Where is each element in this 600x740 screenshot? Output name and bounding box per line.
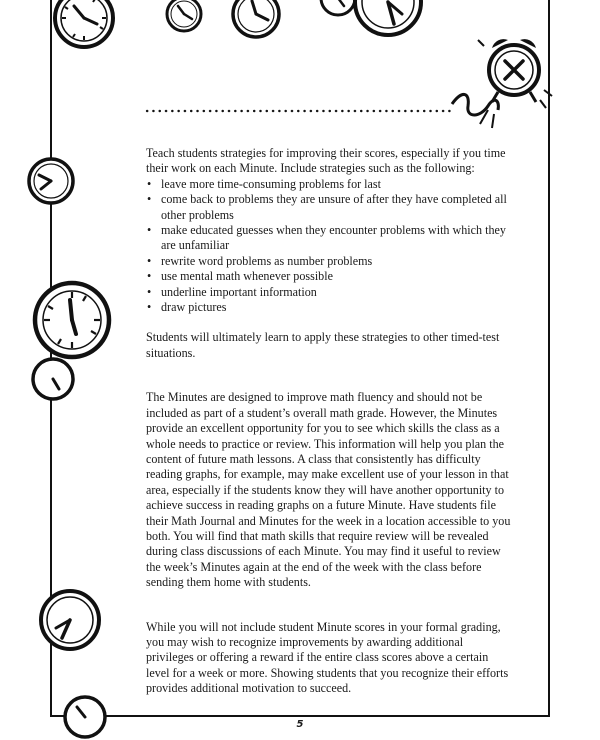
dotted-divider <box>144 108 454 114</box>
clock-icon <box>230 0 282 40</box>
clock-icon <box>164 0 204 34</box>
clock-icon <box>38 588 102 652</box>
alarm-clock-icon <box>448 30 558 132</box>
clock-icon <box>30 356 76 402</box>
list-item: • rewrite word problems as number problems <box>146 254 511 269</box>
clock-icon <box>62 694 108 740</box>
list-item: • come back to problems they are unsure of after they have completed all other problems <box>146 192 511 223</box>
strategy-list <box>146 177 511 316</box>
list-item: • leave more time-consuming problems for last <box>146 177 511 192</box>
clock-icon <box>32 280 112 360</box>
page-content <box>146 146 511 697</box>
grading-paragraph: While you will not include student Minute scores in your formal grading, you may wish to recognize improvements by awarding additional privileges or offering a reward if the entire class scores above a certain level for a week or more. Showing students that you recognize their efforts provides additional motivation to succeed. <box>146 619 509 696</box>
list-item: • use mental math whenever possible <box>146 269 511 284</box>
list-item: • make educated guesses when they encounter problems with which they are unfamiliar <box>146 223 511 254</box>
clock-icon <box>26 156 76 206</box>
intro-paragraph: Teach students strategies for improving their scores, especially if you time their work on each Minute. Include strategies such as the following: <box>146 146 506 176</box>
fluency-paragraph: The Minutes are designed to improve math fluency and should not be included as part of a student’s overall math grade. However, the Minutes provide an excellent opportunity for you to see which skills the class as a whole needs to practice or review. This information will help you plan the content of future math lessons. A class that consistently has difficulty reading graphs, for example, may make excellent use of your lesson in that area, especially if the students know they will have another opportunity to achieve success in reading graphs on a future Minute. Have students file their Math Journal and Minutes for the week in a location accessible to you both. You will find that math skills that require review will be revealed during class discussions of each Minute. You may find it useful to review the week’s Minutes again at the end of the week with the class before sending them home with students. <box>146 390 511 590</box>
list-item: • draw pictures <box>146 300 511 315</box>
page-number: 5 <box>296 719 304 730</box>
strategies-conclusion: Students will ultimately learn to apply these strategies to other timed-test situations. <box>146 330 500 360</box>
list-item: • underline important information <box>146 285 511 300</box>
clock-icon <box>52 0 116 50</box>
clock-icon <box>352 0 424 38</box>
